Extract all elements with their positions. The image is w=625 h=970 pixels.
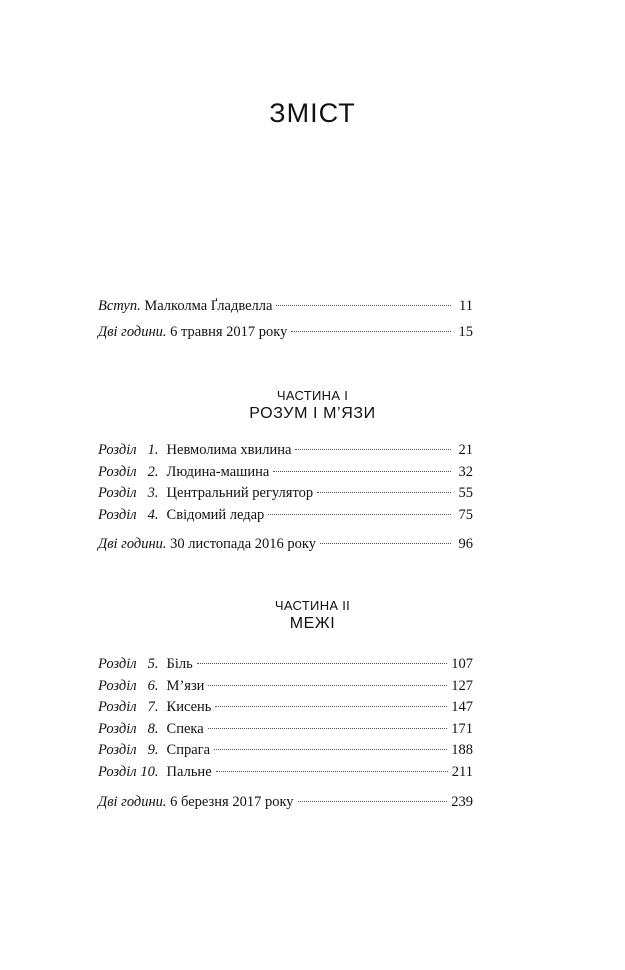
chapter-word: Розділ	[98, 485, 137, 502]
part-2-chapters	[98, 654, 473, 813]
toc-entry-chapter[interactable]	[98, 740, 473, 762]
part-1-chapters	[98, 440, 473, 556]
entry-title: 6 травня 2017 року	[170, 323, 288, 340]
leader-dots	[273, 471, 451, 472]
chapter-word: Розділ	[98, 677, 137, 694]
leader-dots	[197, 663, 447, 664]
page-number: 75	[458, 506, 473, 523]
chapter-number: 10.	[140, 763, 159, 780]
front-matter	[98, 296, 473, 343]
leader-dots	[320, 543, 451, 544]
page-number: 107	[451, 656, 473, 672]
leader-dots	[214, 749, 447, 750]
leader-dots	[291, 331, 451, 332]
toc-entry-chapter[interactable]	[98, 654, 473, 676]
toc-entry-chapter[interactable]	[98, 762, 473, 784]
chapter-number: 9.	[147, 742, 159, 759]
page-number: 15	[458, 323, 473, 340]
chapter-word: Розділ	[98, 506, 137, 523]
chapter-word: Розділ	[98, 763, 137, 780]
toc-entry-chapter[interactable]	[98, 483, 473, 505]
toc-entry-chapter[interactable]	[98, 505, 473, 527]
chapter-title: Свідомий ледар	[166, 506, 265, 523]
page-number: 32	[458, 463, 473, 480]
part-label: ЧАСТИНА ІІ	[274, 598, 351, 613]
chapter-title: Кисень	[166, 699, 212, 716]
page-title: ЗМІСТ	[269, 98, 356, 128]
toc-entry-chapter[interactable]	[98, 462, 473, 484]
chapter-title: Невмолима хвилина	[166, 442, 292, 458]
chapter-title: Спрага	[166, 742, 211, 759]
page-number: 127	[451, 677, 473, 694]
entry-title: 30 листопада 2016 року	[170, 536, 316, 553]
leader-dots	[295, 449, 451, 450]
toc-entry-two-hours[interactable]	[98, 792, 473, 814]
part-label: ЧАСТИНА І	[276, 388, 349, 403]
leader-dots	[276, 305, 451, 306]
chapter-number: 5.	[147, 656, 159, 672]
leader-dots	[216, 771, 448, 772]
entry-label: Дві години.	[98, 536, 167, 553]
leader-dots	[298, 801, 448, 802]
chapter-number: 4.	[147, 506, 159, 523]
chapter-number: 8.	[147, 720, 159, 737]
chapter-title: Спека	[166, 720, 204, 737]
entry-title: Малколма Ґладвелла	[144, 298, 273, 314]
page-number: 55	[458, 485, 473, 502]
chapter-number: 7.	[147, 699, 159, 716]
page-number: 211	[451, 763, 473, 780]
toc-entry-chapter[interactable]	[98, 440, 473, 462]
chapter-word: Розділ	[98, 699, 137, 716]
chapter-title: Центральний регулятор	[166, 485, 314, 502]
toc-entry-chapter[interactable]	[98, 676, 473, 698]
leader-dots	[268, 514, 451, 515]
leader-dots	[317, 492, 451, 493]
toc-entry-two-hours[interactable]	[98, 322, 473, 344]
chapter-title: Людина-машина	[166, 463, 270, 480]
entry-label: Дві години.	[98, 323, 167, 340]
page-number: 239	[451, 793, 473, 810]
page-number: 147	[451, 699, 473, 716]
toc-entry-intro[interactable]	[98, 296, 473, 318]
page-number: 21	[458, 442, 473, 458]
chapter-word: Розділ	[98, 742, 137, 759]
chapter-word: Розділ	[98, 442, 137, 458]
entry-label: Дві години.	[98, 793, 167, 810]
leader-dots	[208, 728, 448, 729]
part-title: РОЗУМ І М’ЯЗИ	[249, 405, 376, 422]
toc-entry-chapter[interactable]	[98, 697, 473, 719]
toc-entry-chapter[interactable]	[98, 719, 473, 741]
page-number: 171	[451, 720, 473, 737]
chapter-number: 6.	[147, 677, 159, 694]
chapter-word: Розділ	[98, 463, 137, 480]
toc-entry-two-hours[interactable]	[98, 534, 473, 556]
page-number: 96	[458, 536, 473, 553]
chapter-number: 3.	[147, 485, 159, 502]
chapter-title: М’язи	[166, 677, 205, 694]
chapter-number: 1.	[147, 442, 159, 458]
chapter-title: Пальне	[166, 763, 212, 780]
chapter-word: Розділ	[98, 720, 137, 737]
chapter-word: Розділ	[98, 656, 137, 672]
leader-dots	[215, 706, 447, 707]
page-number: 11	[459, 298, 473, 314]
part-title: МЕЖІ	[289, 615, 336, 632]
chapter-title: Біль	[166, 656, 193, 672]
leader-dots	[208, 685, 447, 686]
entry-title: 6 березня 2017 року	[170, 793, 294, 810]
entry-label: Вступ.	[98, 298, 141, 314]
chapter-number: 2.	[147, 463, 159, 480]
page-number: 188	[451, 742, 473, 759]
